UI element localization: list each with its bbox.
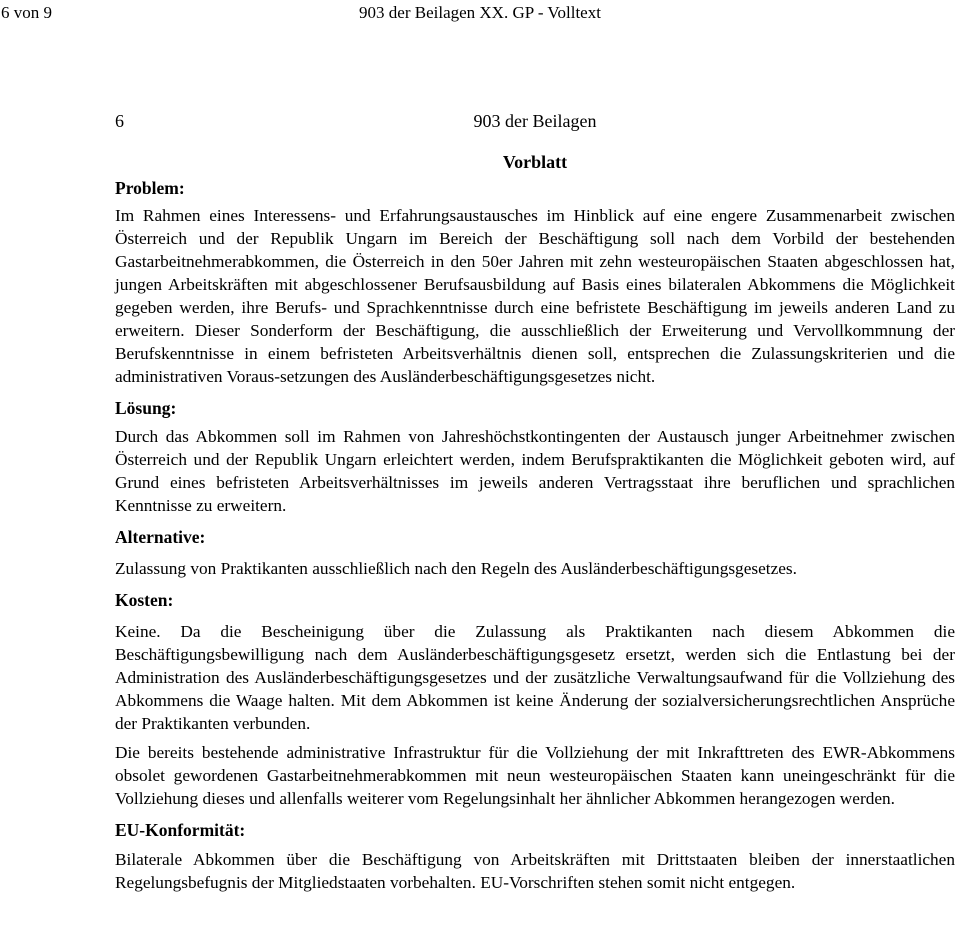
section-text-loesung: Durch das Abkommen soll im Rahmen von Jahreshöchstkontingenten der Austausch junger Arbeitnehmer zwischen Österreich und der Republik Ungarn erleichtert werden, indem Berufspraktikanten die Möglichkeit geboten wird, auf Grund eines befristeten Arbeitsverhältnisses im jeweils anderen Vertragsstaat ihre beruflichen und sprachlichen Kenntnisse zu erweitern. <box>115 427 955 515</box>
page-indicator: 6 von 9 <box>1 3 52 22</box>
section-loesung <box>115 396 955 517</box>
document-body <box>115 108 955 894</box>
section-text-problem: Im Rahmen eines Interessens- und Erfahrungsaustausches im Hinblick auf eine engere Zusammenarbeit zwischen Österreich und der Republik Ungarn im Bereich der Beschäftigung soll nach dem Vorbild der bestehenden Gastarbeitnehmerabkommen, die Österreich in den 50er Jahren mit zehn westeuropäischen Staaten abgeschlossen hat, jungen Arbeitskräften mit abgeschlossener Berufsausbildung auf Basis eines bilateralen Abkommens die Möglichkeit gegeben werden, ihre Berufs- und Sprachkenntnisse durch eine befristete Beschäftigung im jeweils anderen Land zu erweitern. Dieser Sonderform der Beschäftigung, die ausschließlich der Erweiterung und Vervollkommnung der Berufskenntnisse in einem befristeten Arbeitsverhältnis dienen soll, entsprechen die Zulassungskriterien und die administrativen Voraus-setzungen des Ausländerbeschäftigungsgesetzes nicht. <box>115 206 955 386</box>
section-text-alternative: Zulassung von Praktikanten ausschließlich nach den Regeln des Ausländerbeschäftigungsgesetzes. <box>115 559 797 578</box>
section-kosten <box>115 588 955 810</box>
section-text-kosten-1: Keine. Da die Bescheinigung über die Zulassung als Praktikanten nach diesem Abkommen die Beschäftigungsbewilligung nach dem Ausländerbeschäftigungsgesetz ersetzt, werden sich die Entlastung bei der Administration des Ausländerbeschäftigungsgesetzes und der zusätzliche Verwaltungsaufwand für die Vollziehung des Abkommens die Waage halten. Mit dem Abkommen ist keine Änderung der sozialversicherungsrechtlichen Ansprüche der Praktikanten verbunden. <box>115 622 955 733</box>
page-header <box>0 2 960 24</box>
section-heading-kosten: Kosten: <box>115 590 174 610</box>
document-title: 903 der Beilagen <box>473 111 597 131</box>
section-problem <box>115 176 955 388</box>
section-alternative <box>115 525 955 580</box>
section-heading-eu: EU-Konformität: <box>115 820 246 840</box>
document-title-row <box>115 108 955 134</box>
section-heading-alternative: Alternative: <box>115 527 206 547</box>
document-page-number: 6 <box>115 111 124 131</box>
section-eu-konformitaet <box>115 818 955 894</box>
document-reference: 903 der Beilagen XX. GP - Volltext <box>359 3 601 22</box>
section-heading-loesung: Lösung: <box>115 398 177 418</box>
section-text-kosten-2: Die bereits bestehende administrative Infrastruktur für die Vollziehung der mit Inkrafttreten des EWR-Abkommens obsolet gewordenen Gastarbeitnehmerabkommen mit neun westeuropäischen Staaten kann uneingeschränkt für die Vollziehung dieses und allenfalls weiterer vom Regelungsinhalt her ähnlicher Abkommen herangezogen werden. <box>115 743 955 808</box>
section-heading-problem: Problem: <box>115 178 185 198</box>
document-subtitle: Vorblatt <box>502 152 568 172</box>
section-text-eu: Bilaterale Abkommen über die Beschäftigung von Arbeitskräften mit Drittstaaten bleiben der innerstaatlichen Regelungsbefugnis der Mitgliedstaaten vorbehalten. EU-Vorschriften stehen somit nicht entgegen. <box>115 850 955 892</box>
